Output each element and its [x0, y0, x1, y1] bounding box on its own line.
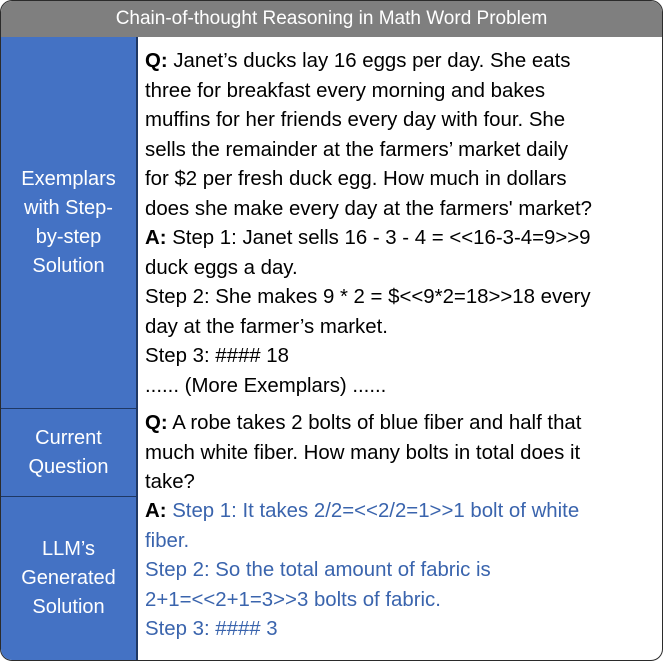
generated-solution-label: LLM’s Generated Solution	[21, 538, 116, 618]
exemplar-answer-line	[145, 224, 652, 254]
exemplar-answer-line: duck eggs a day.	[145, 256, 298, 279]
exemplar-answer-text: Step 1: Janet sells 16 - 3 - 4 = <<16-3-4=9>>9	[166, 227, 591, 249]
current-question-line: take?	[145, 471, 195, 493]
a-prefix: A:	[145, 500, 167, 522]
generated-solution-content	[145, 497, 652, 645]
exemplar-question-line: for $2 per fresh duck egg. How much in dollars	[145, 168, 567, 190]
exemplar-answer-line: Step 3: #### 18	[145, 345, 289, 367]
exemplars-label-panel	[1, 37, 138, 409]
a-prefix: A:	[145, 227, 167, 249]
diagram-title: Chain-of-thought Reasoning in Math Word Problem	[1, 1, 662, 37]
exemplar-question-text: Janet’s ducks lay 16 eggs per day. She eats	[167, 50, 571, 72]
exemplar-answer-line: day at the farmer’s market.	[145, 315, 388, 338]
q-prefix: Q:	[145, 50, 168, 72]
exemplar-question-line: three for breakfast every morning and bakes	[145, 79, 546, 102]
current-question-text: A robe takes 2 bolts of blue fiber and half that	[167, 412, 582, 434]
exemplar-question-line: muffins for her friends every day with four. She	[145, 109, 566, 131]
more-exemplars-line: ...... (More Exemplars) ......	[145, 374, 387, 397]
exemplar-question-line: sells the remainder at the farmers’ market daily	[145, 138, 569, 161]
generated-answer-line: Step 2: So the total amount of fabric is	[145, 559, 491, 581]
generated-solution-label-panel	[1, 497, 138, 660]
exemplar-question-line: does she make every day at the farmers' market?	[145, 197, 593, 220]
current-question-content	[145, 409, 652, 498]
exemplar-answer-line: Step 2: She makes 9 * 2 = $<<9*2=18>>18 every	[145, 286, 591, 308]
current-question-line	[145, 409, 652, 439]
generated-answer-line: Step 3: #### 3	[145, 618, 278, 640]
current-question-line: much white fiber. How many bolts in total does it	[145, 441, 581, 464]
exemplar-content	[145, 47, 652, 401]
current-question-label-panel	[1, 409, 138, 497]
generated-answer-line: fiber.	[145, 529, 190, 552]
q-prefix: Q:	[145, 412, 168, 434]
generated-answer-line: 2+1=<<2+1=3>>3 bolts of fabric.	[145, 588, 441, 611]
generated-answer-text: Step 1: It takes 2/2=<<2/2=1>>1 bolt of white	[166, 500, 580, 522]
exemplar-question-line	[145, 47, 652, 77]
current-question-label: Current Question	[28, 426, 109, 478]
exemplars-label: Exemplars with Step- by-step Solution	[21, 167, 116, 277]
generated-answer-line	[145, 497, 652, 527]
